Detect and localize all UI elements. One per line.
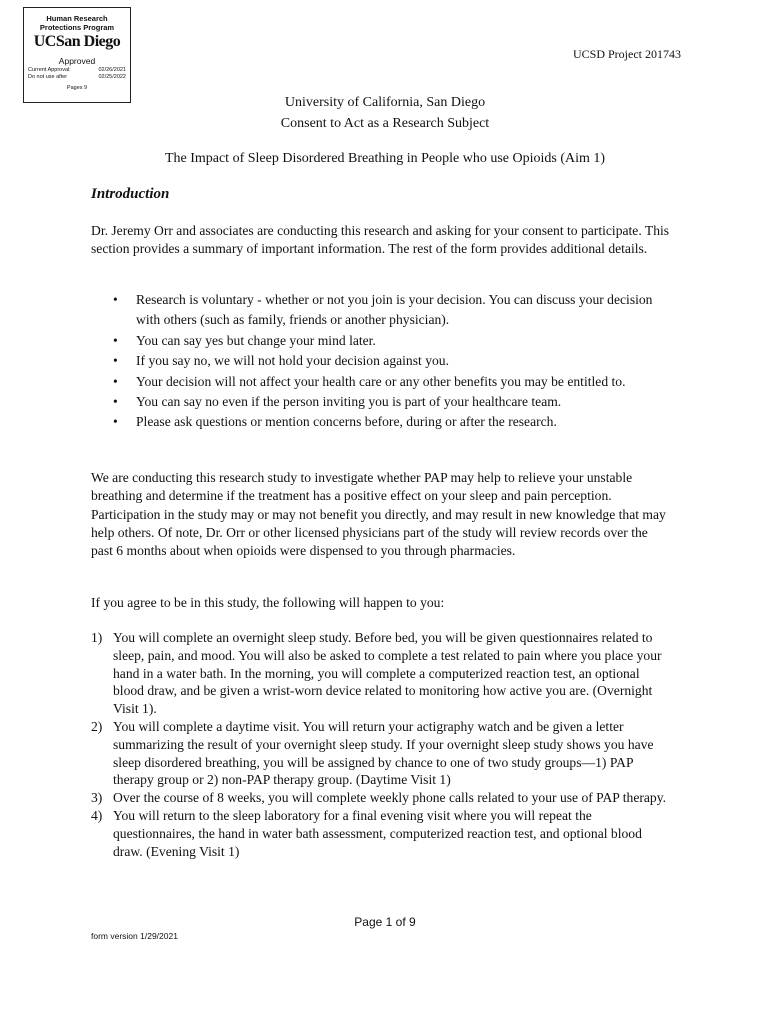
- introduction-heading: Introduction: [91, 186, 170, 202]
- list-item: • Research is voluntary - whether or not you join is your decision. You can discuss your decision with others (such as family, friends or another physician).: [113, 290, 673, 331]
- procedure-step: [91, 718, 671, 789]
- step-number: 4): [91, 807, 103, 823]
- step-number: 3): [91, 790, 103, 806]
- stamp-org-line1: Human Research: [46, 14, 108, 23]
- stamp-dates: [24, 67, 130, 80]
- stamp-org-name: [24, 14, 130, 32]
- current-approval-label: Current Approval:: [28, 67, 71, 73]
- procedure-step: [91, 789, 671, 807]
- step-text: Over the course of 8 weeks, you will complete weekly phone calls related to your use of PAP therapy.: [113, 790, 667, 806]
- list-item: • Please ask questions or mention concerns before, during or after the research.: [113, 412, 673, 432]
- do-not-use-date: 02/25/2022: [98, 73, 126, 80]
- project-number: UCSD Project 201743: [573, 47, 681, 61]
- list-item: • If you say no, we will not hold your decision against you.: [113, 351, 673, 371]
- page-number: Page 1 of 9: [354, 915, 416, 929]
- procedures-intro: If you agree to be in this study, the following will happen to you:: [91, 595, 445, 610]
- current-approval-date: 02/26/2021: [98, 67, 126, 73]
- stamp-org-line2: Protections Program: [39, 23, 115, 32]
- study-purpose-paragraph: We are conducting this research study to investigate whether PAP may help to relieve your unstable breathing and determine if the treatment has a positive effect on your sleep and pain perception. Participation in the study may or may not benefit you directly, and may result in new knowledge that may help others. Of note, Dr. Orr or other licensed physicians part of the study will review records over the past 6 months about when opioids were dispensed to you through pharmacies.: [91, 470, 666, 559]
- step-text: You will return to the sleep laboratory for a final evening visit where you will repeat the questionnaires, the hand in water bath assessment, computerized reaction test, and optional blood draw. (Evening Visit 1): [113, 807, 642, 859]
- irb-approval-stamp: [23, 7, 131, 103]
- study-title: The Impact of Sleep Disordered Breathing in People who use Opioids (Aim 1): [164, 151, 606, 166]
- procedure-step: [91, 807, 671, 860]
- step-number: 2): [91, 718, 103, 734]
- procedures-list: [91, 629, 671, 860]
- ucsd-logo: UCSan Diego: [33, 33, 121, 50]
- list-item: • You can say yes but change your mind later.: [113, 331, 673, 351]
- form-version: form version 1/29/2021: [91, 931, 178, 941]
- do-not-use-label: Do not use after: [28, 73, 68, 80]
- introduction-paragraph: Dr. Jeremy Orr and associates are conducting this research and asking for your consent to participate. This section provides a summary of important information. The rest of the form provides additional details.: [91, 223, 670, 257]
- list-item: • You can say no even if the person inviting you is part of your healthcare team.: [113, 392, 673, 412]
- stamp-pages: Pages 9: [66, 85, 88, 91]
- key-points-list: [113, 290, 673, 433]
- university-name: University of California, San Diego: [284, 95, 486, 110]
- document-title: Consent to Act as a Research Subject: [280, 116, 490, 131]
- step-text: You will complete a daytime visit. You will return your actigraphy watch and be given a letter summarizing the result of your overnight sleep study. If your overnight sleep study shows you have sleep disordered breathing, you will be assigned by chance to one of two study groups—1) PAP therapy group or 2) non-PAP therapy group. (Daytime Visit 1): [113, 718, 654, 788]
- step-number: 1): [91, 630, 103, 645]
- step-text: You will complete an overnight sleep study. Before bed, you will be given questionnaires related to sleep, pain, and mood. You will also be asked to complete a test related to pain where you place your hand in a water bath. In the morning, you will complete a computerized reaction test, an optional blood draw, and be given a wrist-worn device related to monitoring how active you are. (Overnight Visit 1).: [113, 630, 662, 717]
- list-item: • Your decision will not affect your health care or any other benefits you may be entitled to.: [113, 372, 673, 392]
- procedure-step: [91, 629, 671, 718]
- stamp-status: Approved: [58, 56, 96, 66]
